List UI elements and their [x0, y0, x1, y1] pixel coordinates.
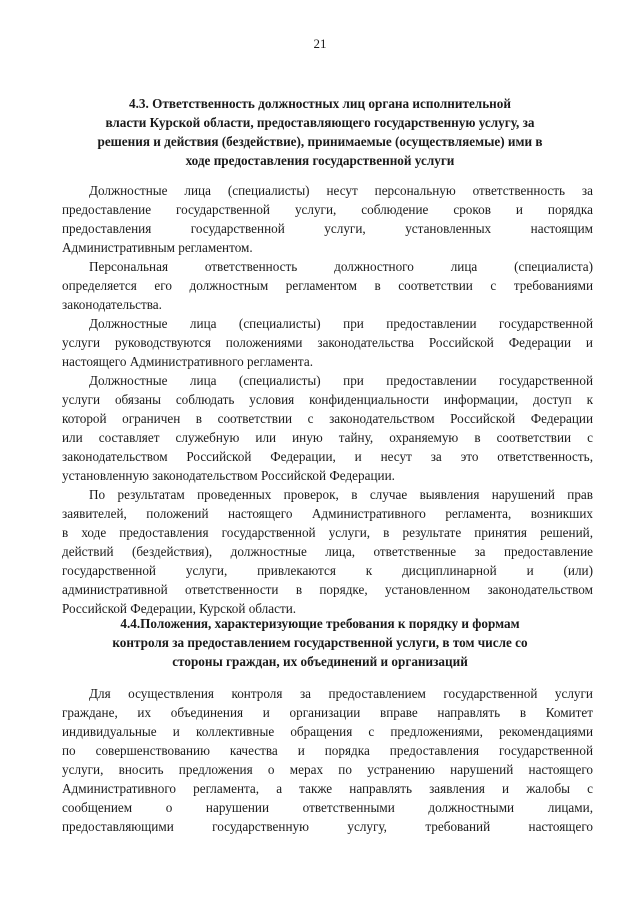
text-line: в ходе предоставления государственной услуги, в результате принятия решений, [62, 525, 593, 540]
section-4-3-body [62, 181, 593, 618]
heading-line: 4.3. Ответственность должностных лиц органа исполнительной [129, 96, 511, 111]
text-line: Административного регламента, а также направлять заявления и жалобы с [62, 781, 593, 796]
section-4-4-heading [0, 614, 640, 671]
text-line: сообщением о нарушении ответственными должностными лицами, [62, 800, 593, 815]
text-line: услуги, вносить предложения о мерах по устранению нарушений настоящего [62, 762, 593, 777]
section-4-3-heading [0, 94, 640, 170]
heading-line: 4.4.Положения, характеризующие требования к порядку и формам [120, 616, 520, 631]
text-line: административной ответственности в порядке, установленном законодательством [62, 582, 593, 597]
text-line: Российской Федерации, Курской области. [62, 601, 297, 616]
text-line: законодательством Российской Федерации, и несут за это ответственность, [62, 449, 593, 464]
text-line: заявителей, положений настоящего Административного регламента, возникших [62, 506, 593, 521]
text-line: установленную законодательством Российской Федерации. [62, 468, 395, 483]
text-line: Административным регламентом. [62, 240, 253, 255]
text-line: Для осуществления контроля за предоставлением государственной услуги [89, 686, 593, 701]
text-line: настоящего Административного регламента. [62, 354, 313, 369]
page-number: 21 [313, 36, 327, 51]
text-line: услуги обязаны соблюдать условия конфиденциальности информации, доступ к [62, 392, 593, 407]
text-line: или составляет служебную или иную тайну, охраняемую в соответствии с [62, 430, 593, 445]
text-line: Должностные лица (специалисты) несут персональную ответственность за [89, 183, 593, 198]
heading-line: стороны граждан, их объединений и организаций [172, 654, 468, 669]
text-line: государственной услуги, привлекаются к дисциплинарной и (или) [62, 563, 593, 578]
text-line: предоставление государственной услуги, соблюдение сроков и порядка [62, 202, 593, 217]
text-line: Персональная ответственность должностного лица (специалиста) [89, 259, 593, 274]
heading-line: ходе предоставления государственной услуги [185, 153, 455, 168]
text-line: услуги руководствуются положениями законодательства Российской Федерации и [62, 335, 593, 350]
text-line: Должностные лица (специалисты) при предоставлении государственной [89, 373, 593, 388]
text-line: предоставления государственной услуги, установленных настоящим [62, 221, 593, 236]
text-line: действий (бездействия), должностные лица, ответственные за предоставление [62, 544, 593, 559]
text-line: индивидуальные и коллективные обращения с предложениями, рекомендациями [62, 724, 593, 739]
heading-line: контроля за предоставлением государственной услуги, в том числе со [112, 635, 528, 650]
text-line: граждане, их объединения и организации вправе направлять в Комитет [62, 705, 593, 720]
text-line: Должностные лица (специалисты) при предоставлении государственной [89, 316, 593, 331]
section-4-4-body [62, 684, 593, 836]
text-line: которой ограничен в соответствии с законодательством Российской Федерации [62, 411, 593, 426]
text-line: предоставляющими государственную услугу, требований настоящего [62, 819, 593, 834]
text-line: По результатам проведенных проверок, в случае выявления нарушений прав [89, 487, 593, 502]
heading-line: власти Курской области, предоставляющего государственную услугу, за [105, 115, 535, 130]
text-line: определяется его должностным регламентом в соответствии с требованиями [62, 278, 593, 293]
text-line: законодательства. [62, 297, 162, 312]
heading-line: решения и действия (бездействие), принимаемые (осуществляемые) ими в [97, 134, 543, 149]
text-line: по совершенствованию качества и порядка предоставления государственной [62, 743, 593, 758]
